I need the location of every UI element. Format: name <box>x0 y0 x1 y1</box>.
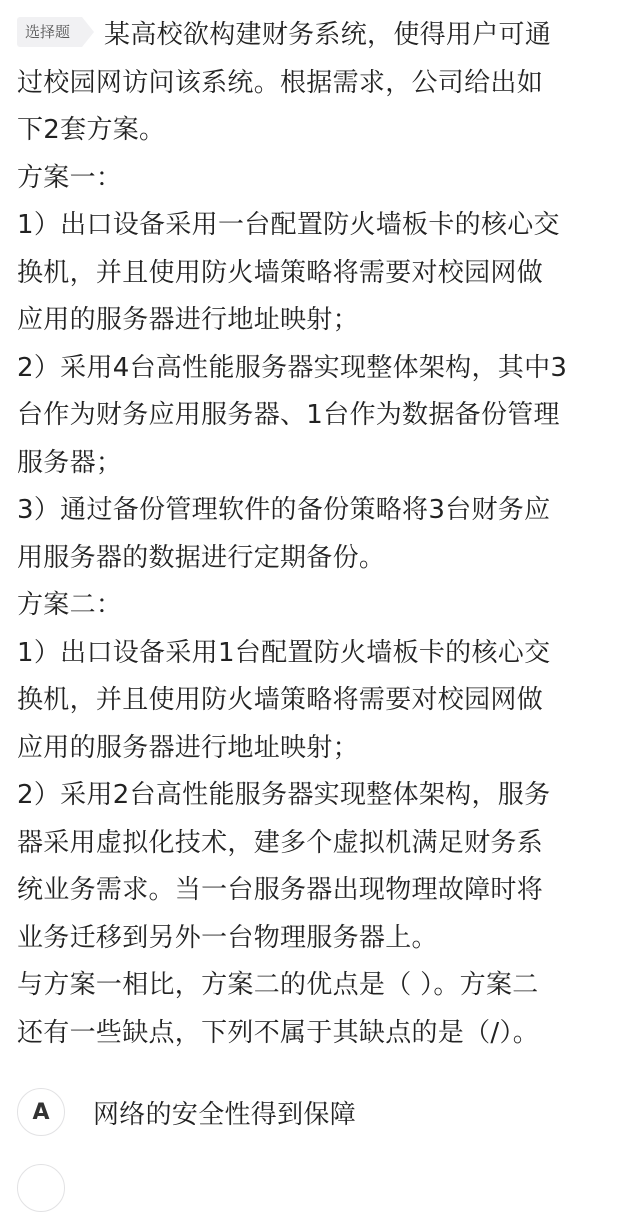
question-line: 统业务需求。当一台服务器出现物理故障时将 <box>17 875 544 905</box>
question-line: 用服务器的数据进行定期备份。 <box>17 542 386 573</box>
question-line: 方案一： <box>17 162 123 193</box>
question-line: 1）出口设备采用一台配置防火墙板卡的核心交 <box>17 210 560 240</box>
question-line: 2）采用2台高性能服务器实现整体架构，服务 <box>17 780 551 810</box>
question-line: 与方案一相比，方案二的优点是（ ）。方案二 <box>17 970 539 1000</box>
question-line: 3）通过备份管理软件的备份策略将3台财务应 <box>17 495 551 525</box>
question-stem <box>17 12 617 1057</box>
question-line: 过校园网访问该系统。根据需求，公司给出如 <box>17 67 544 98</box>
question-line: 换机，并且使用防火墙策略将需要对校园网做 <box>17 257 544 288</box>
question-line: 1）出口设备采用1台配置防火墙板卡的核心交 <box>17 637 551 668</box>
question-line: 业务迁移到另外一台物理服务器上。 <box>17 922 438 953</box>
question-line: 还有一些缺点，下列不属于其缺点的是（/）。 <box>17 1017 540 1048</box>
question-line-text: 某高校欲构建财务系统，使得用户可通 <box>104 20 552 50</box>
question-line: 换机，并且使用防火墙策略将需要对校园网做 <box>17 685 544 715</box>
question-line: 应用的服务器进行地址映射； <box>17 732 359 763</box>
question-line: 器采用虚拟化技术，建多个虚拟机满足财务系 <box>17 827 544 858</box>
option-b-circle-edge[interactable] <box>17 1164 65 1212</box>
question-line: 方案二： <box>17 590 123 620</box>
option-a-letter[interactable]: A <box>17 1088 65 1136</box>
question-line: 服务器； <box>17 447 123 478</box>
question-line: 下2套方案。 <box>17 115 166 145</box>
question-line: 2）采用4台高性能服务器实现整体架构，其中3 <box>17 352 568 383</box>
question-line: 台作为财务应用服务器、1台作为数据备份管理 <box>17 400 560 430</box>
option-a[interactable] <box>17 1086 356 1138</box>
question-line <box>17 12 617 60</box>
option-a-text[interactable]: 网络的安全性得到保障 <box>93 1099 357 1130</box>
question-line: 应用的服务器进行地址映射； <box>17 305 359 335</box>
question-type-badge: 选择题 <box>17 17 82 47</box>
